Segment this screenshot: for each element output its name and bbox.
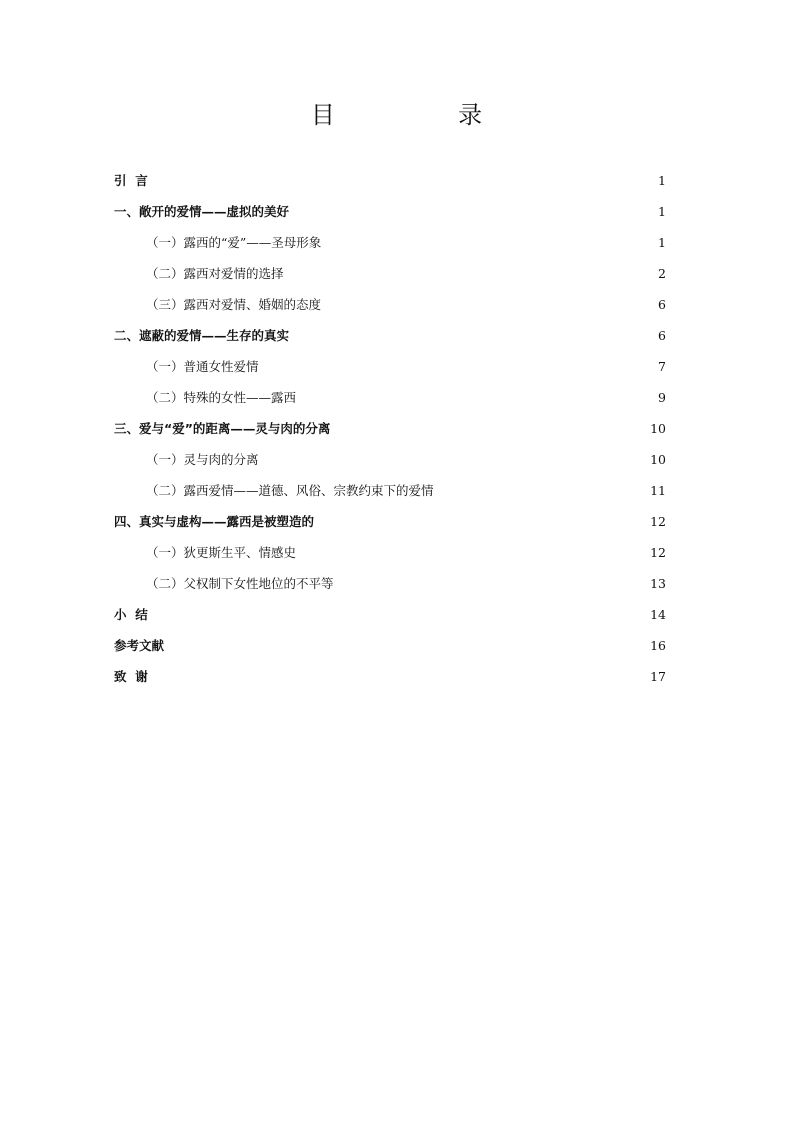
toc-leader-dots: [168, 639, 648, 651]
toc-entry-section-3-1[interactable]: [114, 437, 666, 468]
toc-entry-chapter-4[interactable]: [114, 499, 666, 530]
toc-entry-label: 四、真实与虚构——露西是被塑造的: [114, 514, 315, 529]
toc-leader-dots: [438, 484, 649, 496]
toc-entry-label: 三、爱与“爱”的距离——灵与肉的分离: [114, 421, 331, 436]
toc-leader-dots: [293, 329, 655, 341]
toc-leader-dots: [152, 174, 655, 186]
toc-entry-label: （二）露西爱情——道德、风俗、宗教约束下的爱情: [146, 483, 434, 498]
toc-page-number: 10: [650, 421, 666, 436]
toc-page-number: 11: [650, 483, 666, 498]
toc-page-number: 7: [658, 359, 666, 374]
toc-leader-dots: [300, 546, 648, 558]
toc-entry-chapter-2[interactable]: [114, 313, 666, 344]
toc-entry-label: 小 结: [114, 607, 148, 622]
toc-entry-section-1-1[interactable]: [114, 220, 666, 251]
toc-page-number: 2: [658, 266, 666, 281]
toc-entry-section-4-1[interactable]: [114, 530, 666, 561]
table-of-contents: [114, 158, 666, 685]
toc-page-number: 13: [650, 576, 666, 591]
toc-entry-section-2-2[interactable]: [114, 375, 666, 406]
toc-leader-dots: [152, 608, 648, 620]
toc-entry-chapter-3[interactable]: [114, 406, 666, 437]
toc-page-number: 17: [650, 669, 666, 684]
toc-entry-summary[interactable]: [114, 592, 666, 623]
toc-page-number: 1: [658, 235, 666, 250]
toc-entry-label: （二）父权制下女性地位的不平等: [146, 576, 334, 591]
toc-leader-dots: [325, 298, 655, 310]
toc-entry-label: （一）狄更斯生平、情感史: [146, 545, 297, 560]
toc-leader-dots: [334, 422, 648, 434]
toc-entry-introduction[interactable]: [114, 158, 666, 189]
toc-leader-dots: [325, 236, 655, 248]
toc-entry-section-1-2[interactable]: [114, 251, 666, 282]
toc-entry-references[interactable]: [114, 623, 666, 654]
toc-entry-label: （三）露西对爱情、婚姻的态度: [146, 297, 322, 312]
page-title: 目 录: [310, 101, 519, 129]
toc-entry-section-4-2[interactable]: [114, 561, 666, 592]
toc-leader-dots: [152, 670, 648, 682]
toc-entry-label: 二、遮蔽的爱情——生存的真实: [114, 328, 290, 343]
toc-leader-dots: [288, 267, 655, 279]
toc-leader-dots: [263, 453, 649, 465]
toc-leader-dots: [338, 577, 649, 589]
toc-page-number: 16: [650, 638, 666, 653]
toc-entry-label: （二）露西对爱情的选择: [146, 266, 284, 281]
toc-entry-label: （一）露西的“爱”——圣母形象: [146, 235, 322, 250]
toc-entry-label: 引 言: [114, 173, 148, 188]
toc-page-number: 1: [658, 173, 666, 188]
toc-entry-section-2-1[interactable]: [114, 344, 666, 375]
toc-entry-section-1-3[interactable]: [114, 282, 666, 313]
toc-page-number: 6: [658, 328, 666, 343]
toc-leader-dots: [300, 391, 655, 403]
toc-entry-label: 致 谢: [114, 669, 148, 684]
toc-entry-section-3-2[interactable]: [114, 468, 666, 499]
toc-entry-label: 一、敞开的爱情——虚拟的美好: [114, 204, 290, 219]
toc-entry-label: （一）灵与肉的分离: [146, 452, 259, 467]
toc-page-number: 1: [658, 204, 666, 219]
toc-entry-chapter-1[interactable]: [114, 189, 666, 220]
toc-leader-dots: [263, 360, 655, 372]
toc-entry-acknowledgements[interactable]: [114, 654, 666, 685]
toc-page-number: 9: [658, 390, 666, 405]
toc-leader-dots: [293, 205, 655, 217]
toc-entry-label: （一）普通女性爱情: [146, 359, 259, 374]
toc-entry-label: （二）特殊的女性——露西: [146, 390, 297, 405]
toc-page-number: 12: [650, 514, 666, 529]
toc-page-number: 6: [658, 297, 666, 312]
toc-page-number: 12: [650, 545, 666, 560]
toc-entry-label: 参考文献: [114, 638, 165, 653]
toc-page-number: 10: [650, 452, 666, 467]
toc-leader-dots: [318, 515, 648, 527]
toc-page-number: 14: [650, 607, 666, 622]
